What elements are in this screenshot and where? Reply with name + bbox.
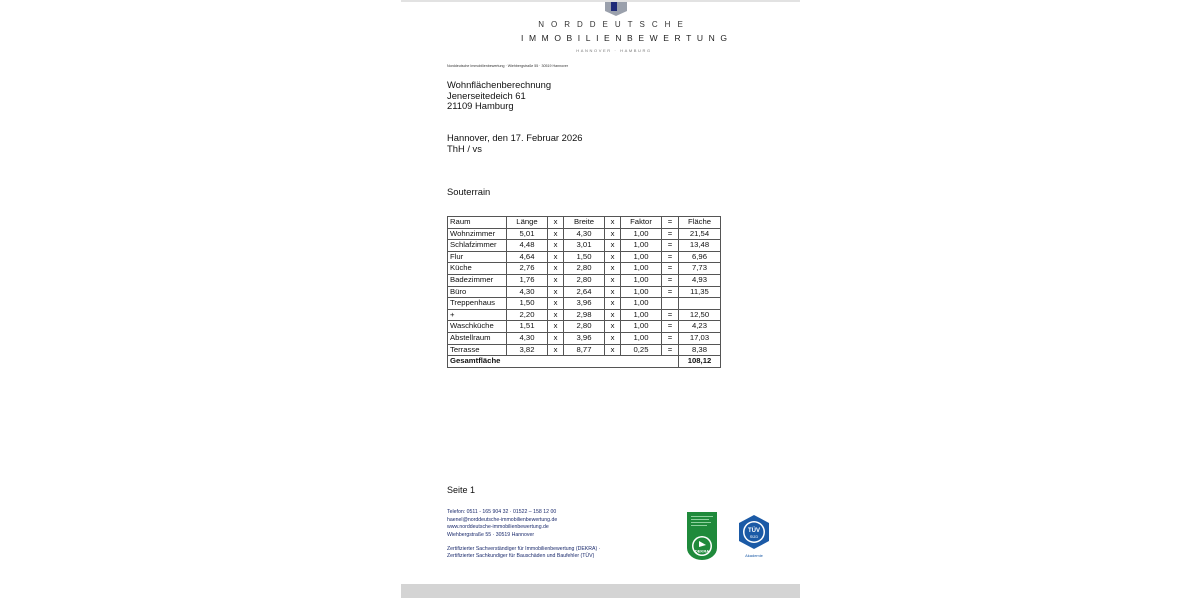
cell-raum: + xyxy=(448,309,507,321)
cell-eq: = xyxy=(662,274,679,286)
cell-x2: x xyxy=(605,321,621,333)
cell-x1: x xyxy=(548,309,564,321)
cell-eq: = xyxy=(662,344,679,356)
cell-x2: x xyxy=(605,298,621,310)
cell-raum: Waschküche xyxy=(448,321,507,333)
contact-email[interactable]: haenel@norddeutsche-immobilienbewertung.de xyxy=(447,516,558,523)
cell-eq: = xyxy=(662,286,679,298)
cell-flaeche: 4,23 xyxy=(679,321,721,333)
table-total-row xyxy=(448,356,721,368)
cell-x2: x xyxy=(605,251,621,263)
cell-x1: x xyxy=(548,240,564,252)
date-line: Hannover, den 17. Februar 2026 xyxy=(447,132,583,143)
cell-flaeche: 12,50 xyxy=(679,309,721,321)
cell-breite: 3,96 xyxy=(564,298,605,310)
cell-laenge: 4,30 xyxy=(507,286,548,298)
cell-x1: x xyxy=(548,332,564,344)
contact-web[interactable]: www.norddeutsche-immobilienbewertung.de xyxy=(447,524,549,530)
header-breite: Breite xyxy=(564,217,605,229)
cell-raum: Treppenhaus xyxy=(448,298,507,310)
header-laenge: Länge xyxy=(507,217,548,229)
address-line-3: 21109 Hamburg xyxy=(447,100,514,111)
cell-flaeche: 7,73 xyxy=(679,263,721,275)
certification-1: Zertifizierter Sachverständiger für Immobilienbewertung (DEKRA) · xyxy=(447,546,601,552)
header-raum: Raum xyxy=(448,217,507,229)
cell-raum: Wohnzimmer xyxy=(448,228,507,240)
tuv-badge-icon xyxy=(735,514,773,560)
cell-raum: Schlafzimmer xyxy=(448,240,507,252)
table-row xyxy=(448,332,721,344)
cell-flaeche: 8,38 xyxy=(679,344,721,356)
address-line-2: Jenerseitedeich 61 xyxy=(447,89,526,101)
cell-faktor: 1,00 xyxy=(621,228,662,240)
brand-cities: HANNOVER · HAMBURG xyxy=(576,48,652,53)
cell-laenge: 4,64 xyxy=(507,251,548,263)
cell-eq: = xyxy=(662,309,679,321)
cell-x2: x xyxy=(605,332,621,344)
cell-flaeche: 6,96 xyxy=(679,251,721,263)
cell-x1: x xyxy=(548,228,564,240)
document-page xyxy=(401,0,800,584)
cell-breite: 2,80 xyxy=(564,263,605,275)
cell-raum: Terrasse xyxy=(448,344,507,356)
cell-eq: = xyxy=(662,240,679,252)
cell-faktor: 1,00 xyxy=(621,251,662,263)
table-row xyxy=(448,286,721,298)
cell-laenge: 1,50 xyxy=(507,298,548,310)
cell-breite: 1,50 xyxy=(564,251,605,263)
brand-name-top: NORDDEUTSCHE xyxy=(538,20,690,29)
cell-faktor: 1,00 xyxy=(621,309,662,321)
recipient-address xyxy=(447,80,551,112)
table-header-row xyxy=(448,217,721,229)
contact-footer xyxy=(447,509,600,560)
cell-eq xyxy=(662,298,679,310)
cell-x2: x xyxy=(605,274,621,286)
tuv-badge-text: TÜV xyxy=(748,528,760,534)
cell-x2: x xyxy=(605,228,621,240)
cell-breite: 2,80 xyxy=(564,274,605,286)
cell-faktor: 1,00 xyxy=(621,286,662,298)
table-row xyxy=(448,274,721,286)
cell-raum: Abstellraum xyxy=(448,332,507,344)
contact-street: Wiehbergstraße 55 · 30519 Hannover xyxy=(447,531,535,538)
cell-x2: x xyxy=(605,240,621,252)
cell-faktor: 0,25 xyxy=(621,344,662,356)
viewer-bottom-bar xyxy=(401,584,800,598)
cell-eq: = xyxy=(662,332,679,344)
contact-phone: Telefon: 0511 - 165 904 32 · 01522 – 158 12 00 xyxy=(447,509,557,515)
cell-breite: 4,30 xyxy=(564,228,605,240)
cell-laenge: 4,30 xyxy=(507,332,548,344)
cell-laenge: 5,01 xyxy=(507,228,548,240)
cell-x2: x xyxy=(605,309,621,321)
table-row xyxy=(448,298,721,310)
header-x2: x xyxy=(605,217,621,229)
cell-flaeche: 4,93 xyxy=(679,274,721,286)
floor-label: Souterrain xyxy=(447,186,491,197)
header-faktor: Faktor xyxy=(621,217,662,229)
table-row xyxy=(448,228,721,240)
cell-x1: x xyxy=(548,251,564,263)
cell-x2: x xyxy=(605,263,621,275)
dekra-badge-text: DEKRA xyxy=(694,548,710,554)
tuv-badge-sub: SÜD xyxy=(749,534,759,539)
cell-x2: x xyxy=(605,286,621,298)
cell-flaeche: 11,35 xyxy=(679,286,721,298)
cell-breite: 3,01 xyxy=(564,240,605,252)
cell-laenge: 1,76 xyxy=(507,274,548,286)
table-row xyxy=(448,344,721,356)
page-number: Seite 1 xyxy=(447,485,476,495)
cell-faktor: 1,00 xyxy=(621,240,662,252)
cell-raum: Flur xyxy=(448,251,507,263)
cell-breite: 2,98 xyxy=(564,309,605,321)
header-flaeche: Fläche xyxy=(679,217,721,229)
certification-2: Zertifizierter Sachkundiger für Bauschäden und Baufehler (TÜV) xyxy=(447,552,595,559)
header-x1: x xyxy=(548,217,564,229)
cell-laenge: 3,82 xyxy=(507,344,548,356)
address-line-1: Wohnflächenberechnung xyxy=(447,79,552,90)
date-block xyxy=(447,133,583,154)
cell-x1: x xyxy=(548,298,564,310)
cell-x1: x xyxy=(548,263,564,275)
sender-address-line: Norddeutsche Immobilienbewertung · Wiehbergstraße 55 · 30519 Hannover xyxy=(447,64,569,68)
cell-x1: x xyxy=(548,274,564,286)
table-row xyxy=(448,263,721,275)
cell-laenge: 4,48 xyxy=(507,240,548,252)
cell-laenge: 2,20 xyxy=(507,309,548,321)
cell-flaeche: 21,54 xyxy=(679,228,721,240)
cell-faktor: 1,00 xyxy=(621,298,662,310)
brand-name-main: IMMOBILIENBEWERTUNG xyxy=(521,33,733,43)
cell-laenge: 2,76 xyxy=(507,263,548,275)
cell-breite: 8,77 xyxy=(564,344,605,356)
cell-raum: Küche xyxy=(448,263,507,275)
company-logo-mark xyxy=(605,2,627,16)
cell-faktor: 1,00 xyxy=(621,263,662,275)
total-value: 108,12 xyxy=(679,356,721,368)
cell-flaeche: 17,03 xyxy=(679,332,721,344)
cell-faktor: 1,00 xyxy=(621,332,662,344)
area-calculation-table xyxy=(447,216,721,368)
cell-x1: x xyxy=(548,321,564,333)
header-eq: = xyxy=(662,217,679,229)
cell-breite: 2,64 xyxy=(564,286,605,298)
cell-x2: x xyxy=(605,344,621,356)
cell-breite: 3,96 xyxy=(564,332,605,344)
dekra-badge-icon xyxy=(687,512,717,560)
table-row xyxy=(448,240,721,252)
cell-eq: = xyxy=(662,263,679,275)
cell-raum: Büro xyxy=(448,286,507,298)
total-label: Gesamtfläche xyxy=(448,356,679,368)
cell-x1: x xyxy=(548,344,564,356)
cell-eq: = xyxy=(662,228,679,240)
table-row xyxy=(448,321,721,333)
cell-flaeche: 13,48 xyxy=(679,240,721,252)
cell-laenge: 1,51 xyxy=(507,321,548,333)
table-row xyxy=(448,251,721,263)
tuv-badge-caption: Akademie xyxy=(745,553,763,558)
cell-eq: = xyxy=(662,321,679,333)
cell-eq: = xyxy=(662,251,679,263)
cell-x1: x xyxy=(548,286,564,298)
reference-line: ThH / vs xyxy=(447,142,482,154)
cell-flaeche xyxy=(679,298,721,310)
cell-breite: 2,80 xyxy=(564,321,605,333)
table-row xyxy=(448,309,721,321)
cell-faktor: 1,00 xyxy=(621,274,662,286)
cell-raum: Badezimmer xyxy=(448,274,507,286)
cell-faktor: 1,00 xyxy=(621,321,662,333)
